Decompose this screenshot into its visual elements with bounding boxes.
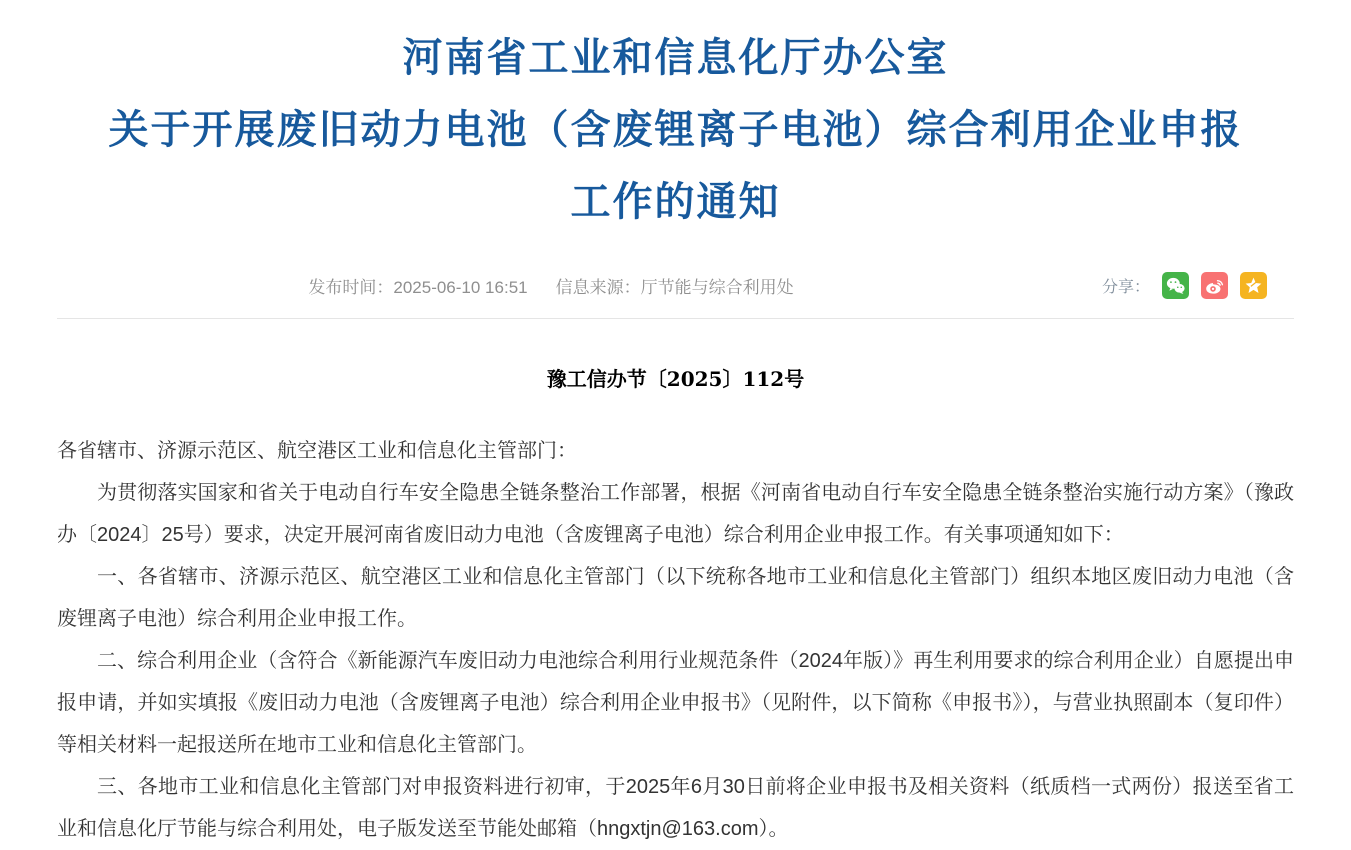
publish-time-label: 发布时间： <box>308 277 394 297</box>
meta-bar <box>0 270 1351 300</box>
publish-time-value: 2025-06-10 16:51 <box>393 277 528 297</box>
share-label: 分享： <box>1101 278 1150 296</box>
page-title <box>0 22 1351 238</box>
source-value: 厅节能与综合利用处 <box>640 277 794 297</box>
wechat-share-icon[interactable] <box>1162 272 1189 299</box>
source-label: 信息来源： <box>555 277 641 297</box>
share-area <box>1102 272 1351 299</box>
document-number: 豫工信办节〔2025〕112号 <box>546 367 805 391</box>
notice-body <box>57 430 1294 850</box>
item-1-paragraph: 一、各省辖市、济源示范区、航空港区工业和信息化主管部门（以下统称各地市工业和信息化主管部门）组织本地区废旧动力电池（含废锂离子电池）综合利用企业申报工作。 <box>57 566 1294 630</box>
page-title-line-1: 河南省工业和信息化厅办公室 <box>402 36 949 80</box>
weibo-share-icon[interactable] <box>1201 272 1228 299</box>
item-3-paragraph: 三、各地市工业和信息化主管部门对申报资料进行初审，于2025年6月30日前将企业申报书及相关资料（纸质档一式两份）报送至省工业和信息化厅节能与综合利用处，电子版发送至节能处邮箱（hngxtjn@163.com）。 <box>57 776 1294 840</box>
star-glyph <box>1243 275 1264 296</box>
page-title-line-3: 工作的通知 <box>570 180 781 224</box>
wechat-logo-glyph <box>1165 275 1186 296</box>
weibo-logo-glyph <box>1204 275 1225 296</box>
item-2-paragraph: 二、综合利用企业（含符合《新能源汽车废旧动力电池综合利用行业规范条件（2024年版）》再生利用要求的综合利用企业）自愿提出申报申请，并如实填报《废旧动力电池（含废锂离子电池）综合利用企业申报书》（见附件，以下简称《申报书》），与营业执照副本（复印件）等相关材料一起报送所在地市工业和信息化主管部门。 <box>57 650 1294 756</box>
divider-line <box>57 318 1294 319</box>
publish-info <box>0 273 1102 298</box>
page-title-line-2: 关于开展废旧动力电池（含废锂离子电池）综合利用企业申报 <box>108 108 1243 152</box>
salutation-paragraph: 各省辖市、济源示范区、航空港区工业和信息化主管部门： <box>57 440 577 462</box>
favorite-star-icon[interactable] <box>1240 272 1267 299</box>
intro-paragraph: 为贯彻落实国家和省关于电动自行车安全隐患全链条整治工作部署，根据《河南省电动自行车安全隐患全链条整治实施行动方案》（豫政办〔2024〕25号）要求，决定开展河南省废旧动力电池（含废锂离子电池）综合利用企业申报工作。有关事项通知如下： <box>57 482 1294 546</box>
